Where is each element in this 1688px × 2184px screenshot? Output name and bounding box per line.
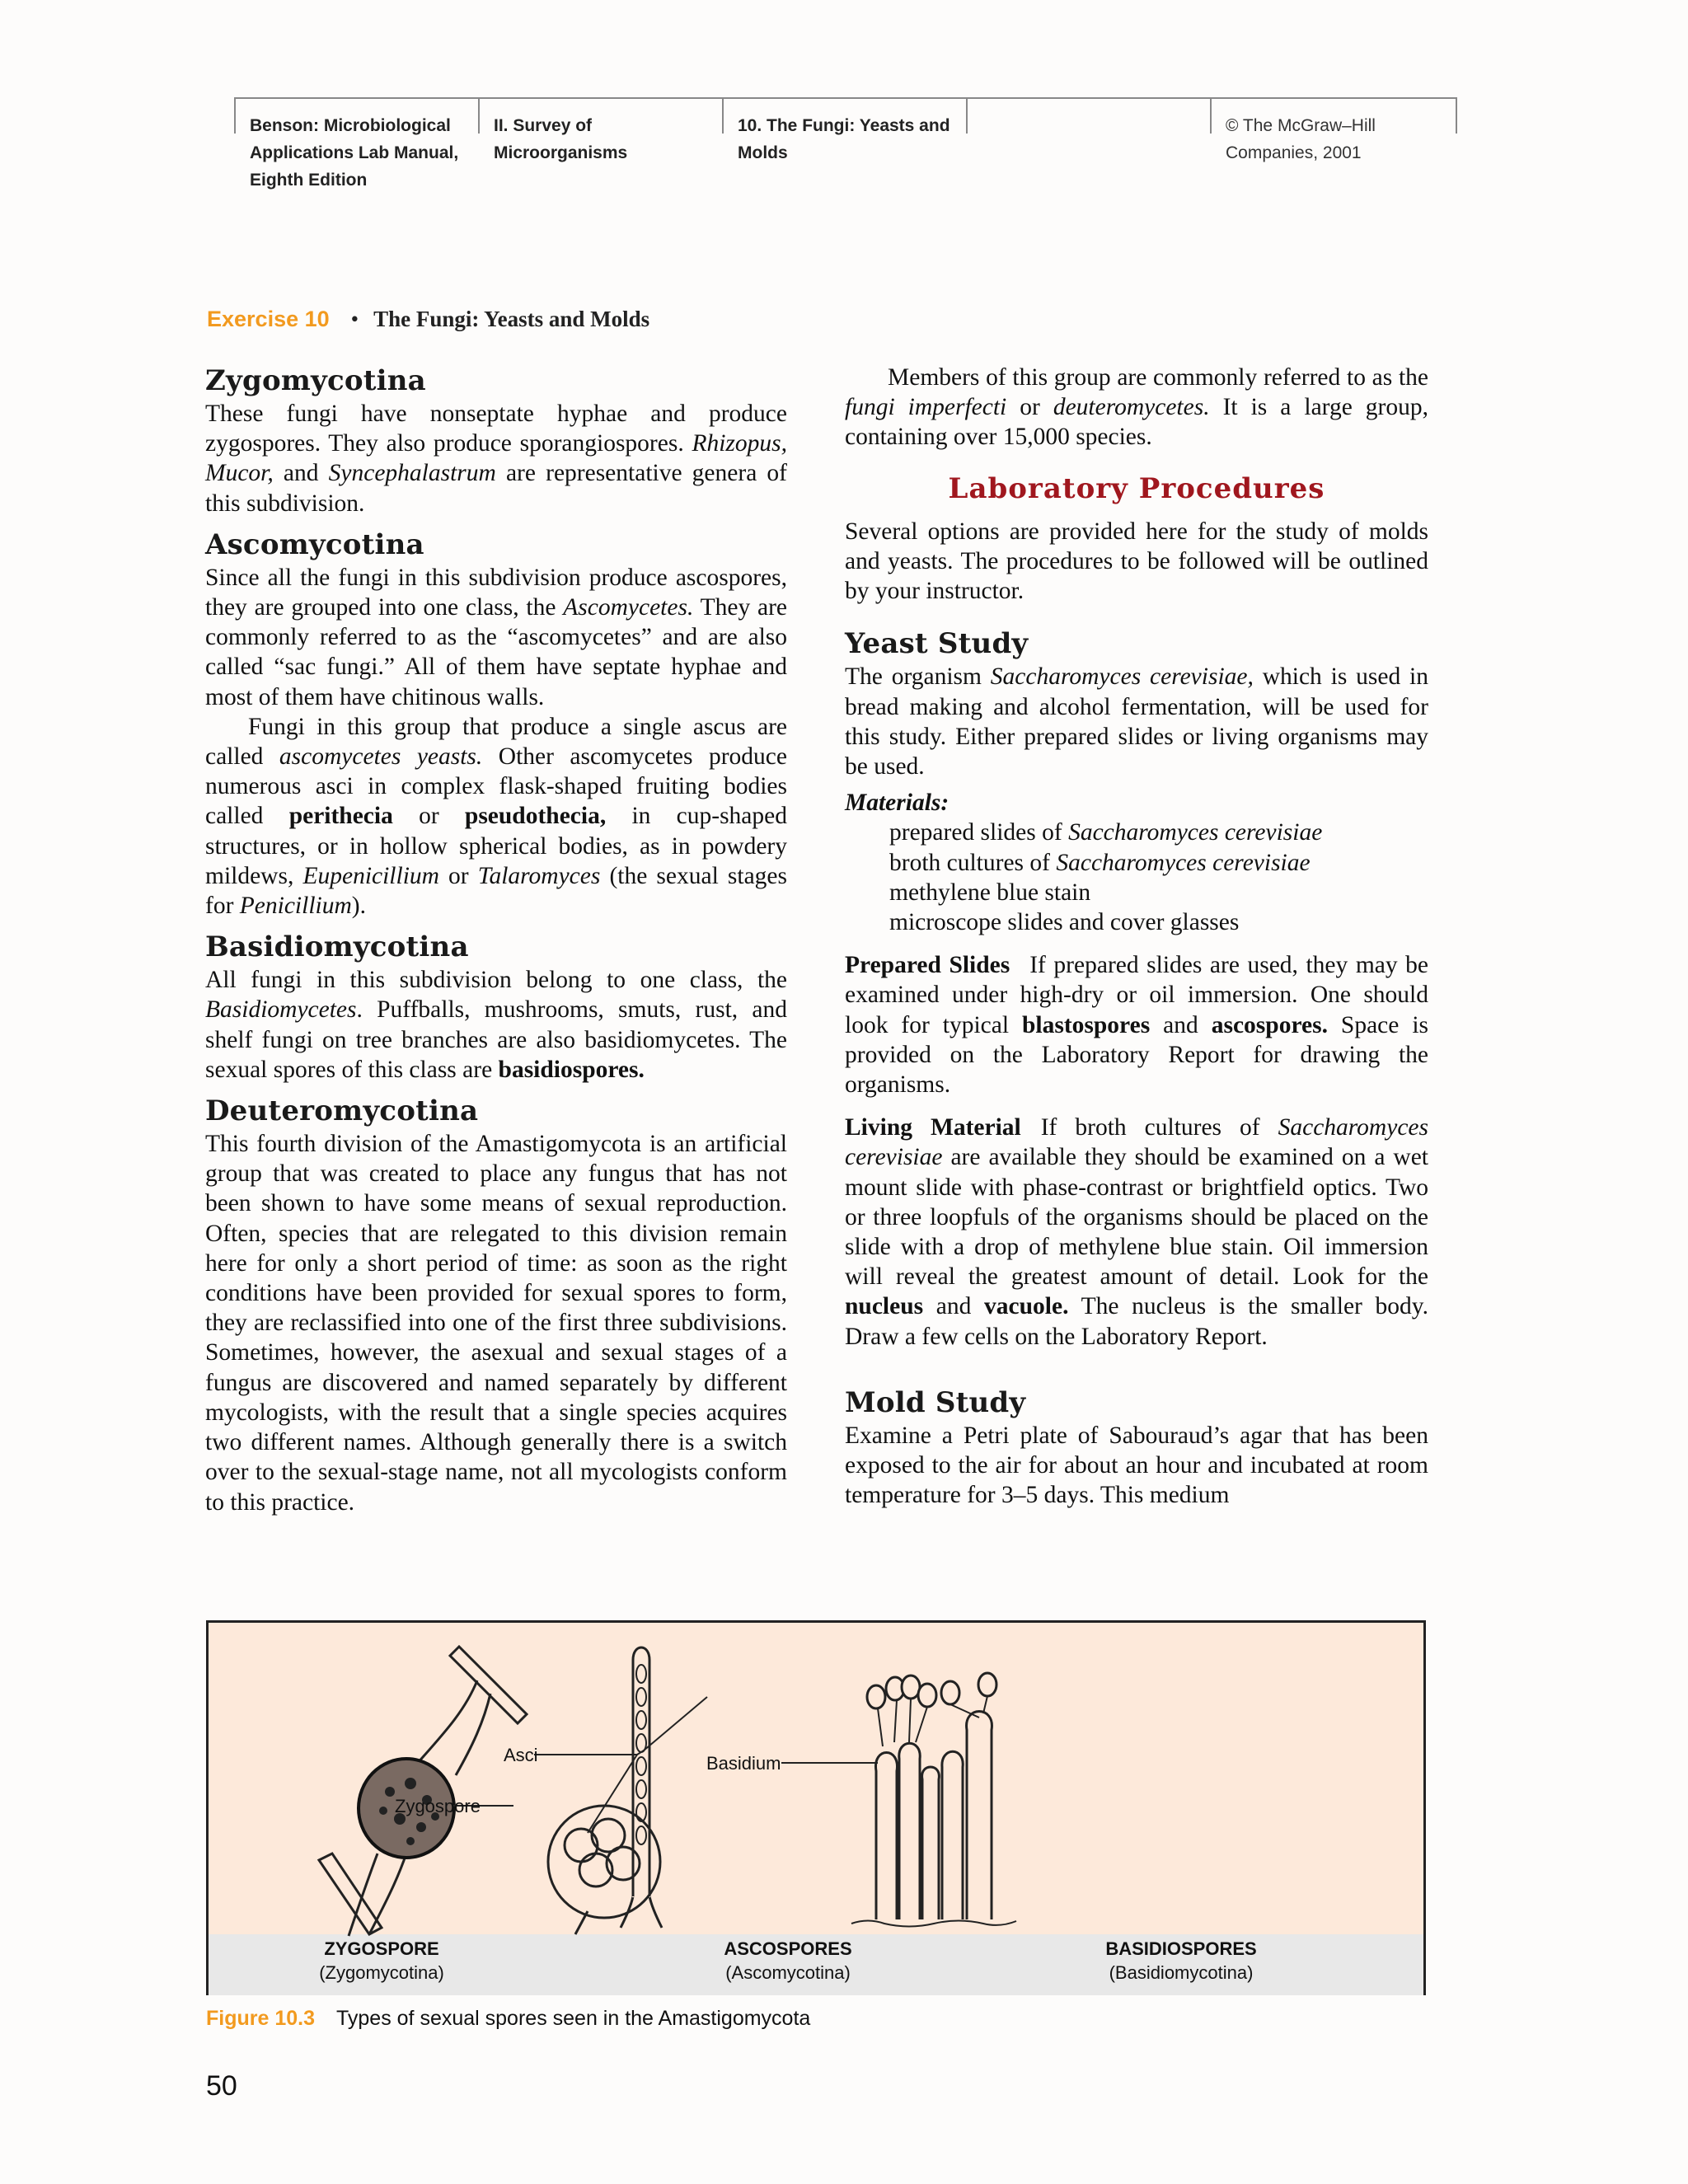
- zygo-suspensor-upper: [410, 1680, 477, 1771]
- paragraph-members: Members of this group are commonly referred to as the fungi imperfecti or deuteromycetes. It is a large group, containing over 15,000 species.: [845, 364, 1428, 451]
- basidium-3: [967, 1712, 992, 1920]
- figure-number: Figure 10.3: [206, 2007, 315, 2030]
- exercise-title: The Fungi: Yeasts and Molds: [373, 307, 650, 331]
- label-basidium: Basidium: [706, 1753, 781, 1774]
- paragraph-deuteromycotina: This fourth division of the Amastigomycota is an artificial group that was created to place any fungus that has not been shown to have some means of sexual reproduction. Often, species that are relegated to this division remain here for only a short period of time: as soon as the right conditions have been provided for sexual spores to form, they are reclassified into one of the first three subdivisions. Sometimes, however, the asexual and sexual stages of a fungus are discovered and named separately by different mycologists, with the result that a single species acquires two different names. Although generally there is a switch over to the sexual-stage name, not all mycologists conform to this practice.: [205, 1131, 787, 1516]
- figure-caption-text: Types of sexual spores seen in the Amastigomycota: [336, 2007, 811, 2030]
- header-divider: [478, 99, 480, 134]
- left-column: [205, 363, 787, 1517]
- paragraph-yeast: The organism Saccharomyces cerevisiae, which is used in bread making and alcohol fermentation, will be used for this study. Either prepared slides or living organisms may be used.: [845, 663, 1428, 780]
- materials-list: [889, 818, 1428, 937]
- caption-ascospores: ASCOSPORES (Ascomycotina): [724, 1938, 852, 1983]
- right-column: [845, 363, 1428, 1511]
- ascus-tube: [633, 1647, 649, 1896]
- page-number: 50: [206, 2070, 237, 2102]
- heading-ascomycotina: Ascomycotina: [205, 527, 424, 561]
- header-divider: [966, 99, 968, 134]
- ascus-sac: [548, 1806, 660, 1918]
- heading-laboratory-procedures: Laboratory Procedures: [948, 471, 1325, 505]
- caption-zygospore: ZYGOSPORE (Zygomycotina): [319, 1938, 444, 1983]
- list-item: prepared slides of Saccharomyces cerevisiae: [889, 819, 1323, 846]
- figure-caption: [206, 2007, 810, 2031]
- heading-zygomycotina: Zygomycotina: [205, 364, 426, 397]
- header-divider: [1210, 99, 1212, 134]
- paragraph-living-material: Living Material If broth cultures of Saccharomyces cerevisiae are available they should be examined on a wet mount slide with phase-contrast or brightfield optics. Two or three loopfuls of the organisms should be placed on the slide with a drop of methylene blue stain. Oil immersion will reveal the greatest amount of detail. Look for the nucleus and vacuole. The nucleus is the smaller body. Draw a few cells on the Laboratory Report.: [845, 1114, 1428, 1350]
- label-asci: Asci: [504, 1745, 538, 1765]
- exercise-label: Exercise 10: [207, 307, 330, 331]
- paragraph-ascomycotina-1: Since all the fungi in this subdivision produce ascospores, they are grouped into one class, the Ascomycetes. They are commonly referred to as the “ascomycetes” and are also called “sac fungi.” All of them have septate hyphae and most of them have chitinous walls.: [205, 564, 787, 710]
- paragraph-zygomycotina: These fungi have nonseptate hyphae and produce zygospores. They also produce sporangiospores. Rhizopus, Mucor, and Syncephalastrum are representative genera of this subdivision.: [205, 401, 788, 517]
- exercise-heading: [207, 307, 649, 332]
- header-book-title: Benson: Microbiological Applications Lab Manual, Eighth Edition: [250, 116, 459, 190]
- header-divider: [234, 99, 236, 134]
- asci-pointer-2: [644, 1697, 707, 1750]
- list-item: methylene blue stain: [889, 879, 1091, 906]
- header-divider: [722, 99, 724, 134]
- heading-deuteromycotina: Deuteromycotina: [205, 1094, 479, 1128]
- paragraph-mold: Examine a Petri plate of Sabouraud’s agar that has been exposed to the air for about an hour and incubated at room temperature for 3–5 days. This medium: [845, 1422, 1428, 1509]
- basidium-1: [876, 1753, 898, 1920]
- paragraph-ascomycotina-2: Fungi in this group that produce a single ascus are called ascomycetes yeasts. Other ascomycetes produce numerous asci in complex flask-shaped fruiting bodies called perithecia or pseudothecia, in cup-shaped structures, or in hollow spherical bodies, as in powdery mildews, Eupenicillium or Talaromyces (the sexual stages for Penicillium).: [205, 713, 787, 920]
- paragraph-prepared-slides: Prepared Slides If prepared slides are used, they may be examined under high-dry or oil immersion. One should look for typical blastospores and ascospores. Space is provided on the Laboratory Report for drawing the organisms.: [845, 952, 1429, 1099]
- header-copyright: © The McGraw–Hill Companies, 2001: [1226, 116, 1376, 162]
- paragraph-lab-intro: Several options are provided here for the study of molds and yeasts. The procedures to be followed will be outlined by your instructor.: [845, 518, 1428, 605]
- asci-pointer-1: [588, 1755, 637, 1833]
- header-divider: [1456, 99, 1457, 134]
- list-item: microscope slides and cover glasses: [889, 909, 1240, 936]
- heading-mold-study: Mold Study: [845, 1385, 1026, 1419]
- paragraph-basidiomycotina: All fungi in this subdivision belong to one class, the Basidiomycetes. Puffballs, mushrooms, smuts, rust, and shelf fungi on tree branches are also basidiomycetes. The sexual spores of this class are basidiospores.: [205, 967, 787, 1083]
- basidium-2: [899, 1743, 920, 1919]
- figure-sexual-spores: [206, 1620, 1426, 1995]
- heading-yeast-study: Yeast Study: [845, 627, 1029, 661]
- list-item: broth cultures of Saccharomyces cerevisiae: [889, 849, 1311, 876]
- exercise-bullet: •: [350, 307, 359, 331]
- label-zygospore: Zygospore: [395, 1796, 481, 1816]
- heading-basidiomycotina: Basidiomycotina: [205, 930, 469, 964]
- header-chapter: 10. The Fungi: Yeasts and Molds: [738, 116, 950, 162]
- caption-basidiospores: BASIDIOSPORES (Basidiomycotina): [1105, 1938, 1257, 1983]
- header-part: II. Survey of Microorganisms: [494, 116, 628, 162]
- materials-heading: Materials:: [845, 790, 950, 817]
